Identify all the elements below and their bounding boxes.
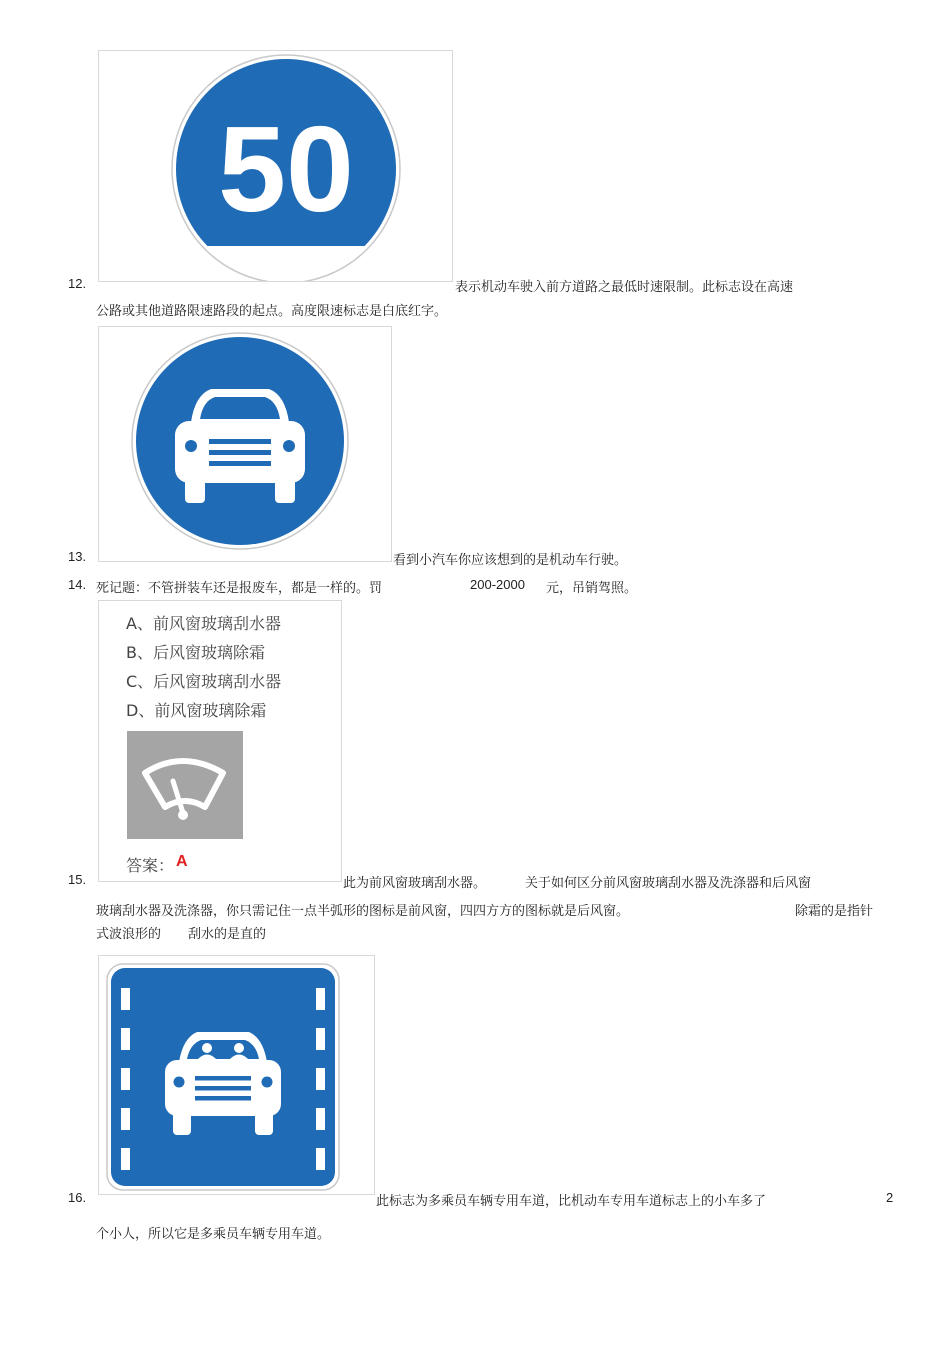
item-15-text-line2-a: 玻璃刮水器及洗涤器，你只需记住一点半弧形的图标是前风窗，四四方方的图标就是后风窗。 — [96, 904, 630, 919]
item-15-text-line2-b: 除霜的是指针 — [795, 904, 874, 919]
item-15-text-line1-a: 此为前风窗玻璃刮水器。 — [343, 876, 487, 891]
hov-lane-sign-image — [98, 955, 375, 1195]
wiper-question-image — [98, 600, 342, 882]
option-a: A、前风窗玻璃刮水器 — [126, 614, 281, 633]
item-14-text-c: 元，吊销驾照。 — [546, 581, 638, 596]
option-d: D、前风窗玻璃除霜 — [126, 701, 267, 720]
item-16-text-line1-a: 此标志为多乘员车辆专用车道，比机动车专用车道标志上的小车多了 — [376, 1194, 767, 1209]
item-14-number: 14. — [68, 577, 87, 592]
hov-lane-sign-icon — [99, 956, 375, 1195]
item-13-text: 看到小汽车你应该想到的是机动车行驶。 — [393, 553, 628, 568]
item-15-text-line1-b: 关于如何区分前风窗玻璃刮水器及洗涤器和后风窗 — [525, 876, 812, 891]
item-16-count: 2 — [886, 1190, 894, 1205]
motor-vehicle-sign-image — [98, 326, 392, 562]
item-15-number: 15. — [68, 872, 87, 887]
item-14-fine-range: 200-2000 — [470, 577, 525, 592]
min-speed-sign-image — [98, 50, 453, 282]
item-12-text-line1: 表示机动车驶入前方道路之最低时速限制。此标志设在高速 — [455, 280, 794, 295]
min-speed-sign-icon — [99, 51, 453, 282]
option-b: B、后风窗玻璃除霜 — [126, 643, 265, 662]
item-13-number: 13. — [68, 549, 87, 564]
item-15-text-line3-a: 式波浪形的 — [96, 927, 162, 942]
item-15-text-line3-b: 刮水的是直的 — [188, 927, 267, 942]
front-wiper-icon — [127, 731, 243, 839]
motor-vehicle-sign-icon — [99, 327, 392, 562]
item-12-number: 12. — [68, 276, 87, 291]
item-14-text-a: 死记题：不管拼装车还是报废车，都是一样的。罚 — [96, 581, 383, 596]
option-c: C、后风窗玻璃刮水器 — [126, 672, 282, 691]
min-speed-value: 50 — [218, 101, 354, 237]
item-16-number: 16. — [68, 1190, 87, 1205]
item-16-text-line2: 个小人，所以它是多乘员车辆专用车道。 — [96, 1227, 331, 1242]
item-12-text-line2: 公路或其他道路限速路段的起点。高度限速标志是白底红字。 — [96, 304, 448, 319]
answer-value: A — [176, 853, 188, 870]
answer-label: 答案： — [126, 856, 175, 875]
